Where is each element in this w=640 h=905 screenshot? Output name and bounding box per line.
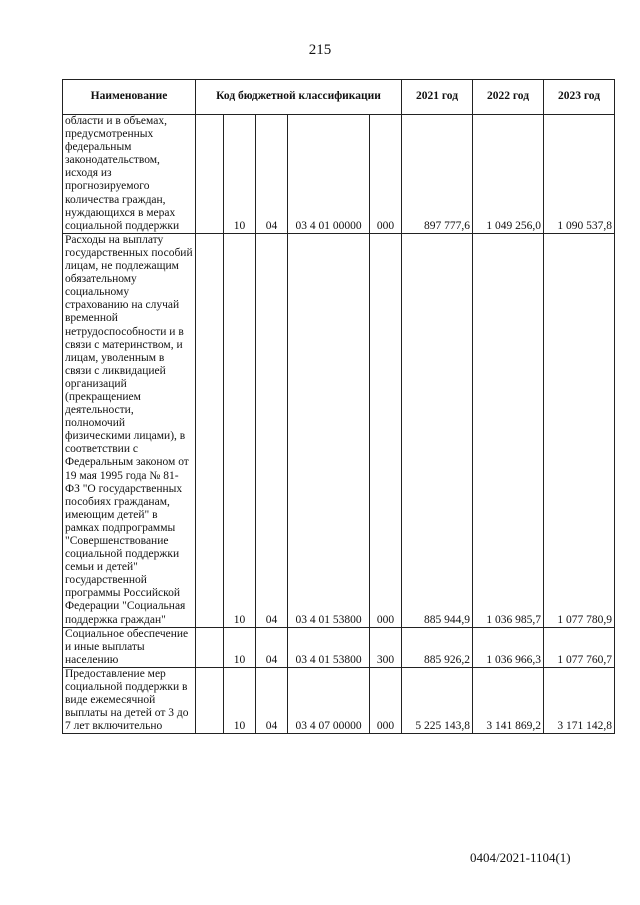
table-row <box>63 627 615 667</box>
value-2022: 3 141 869,2 <box>473 667 544 733</box>
code-target-article: 03 4 01 53800 <box>288 233 370 627</box>
code-section: 10 <box>224 627 256 667</box>
code-segment-1 <box>196 233 224 627</box>
value-2023: 1 090 537,8 <box>544 115 615 234</box>
code-subsection: 04 <box>256 667 288 733</box>
code-subsection: 04 <box>256 233 288 627</box>
value-2021: 885 944,9 <box>402 233 473 627</box>
header-2022: 2022 год <box>473 80 544 115</box>
budget-table <box>62 79 615 734</box>
value-2023: 1 077 760,7 <box>544 627 615 667</box>
code-segment-1 <box>196 115 224 234</box>
code-subsection: 04 <box>256 115 288 234</box>
code-expense-type: 000 <box>370 233 402 627</box>
code-expense-type: 000 <box>370 667 402 733</box>
value-2021: 885 926,2 <box>402 627 473 667</box>
row-name <box>63 627 196 667</box>
code-section: 10 <box>224 115 256 234</box>
document-id: 0404/2021-1104(1) <box>470 850 571 865</box>
code-expense-type: 300 <box>370 627 402 667</box>
header-code: Код бюджетной классификации <box>196 80 402 115</box>
header-name: Наименование <box>63 80 196 115</box>
page-number: 215 <box>308 42 332 58</box>
row-name-text: Предоставление мер социальной поддержки в виде ежемесячной выплаты на детей от 3 до 7 лет включительно <box>65 667 189 733</box>
table-row <box>63 233 615 627</box>
code-segment-1 <box>196 667 224 733</box>
value-2021: 5 225 143,8 <box>402 667 473 733</box>
row-name-text: Расходы на выплату государственных пособий лицам, не подлежащим обязательному социальному страхованию на случай временной нетрудоспособности и в связи с материнством, и лицам, уволенным в связи с ликвидацией организаций (прекращением деятельности, полномочий физическими лицами), в соответствии с Федеральным законом от 19 мая 1995 года № 81-ФЗ "О государственных пособиях гражданам, имеющим детей" в рамках подпрограммы "Совершенствование социальной поддержки семьи и детей" государственной программы Российской Федерации "Социальная поддержка граждан" <box>65 233 193 626</box>
value-2022: 1 049 256,0 <box>473 115 544 234</box>
row-name-text: области и в объемах, предусмотренных федеральным законодательством, исходя из прогнозируемого количества граждан, нуждающихся в мерах социальной поддержки <box>65 115 180 232</box>
value-2021: 897 777,6 <box>402 115 473 234</box>
value-2023: 1 077 780,9 <box>544 233 615 627</box>
header-2023: 2023 год <box>544 80 615 115</box>
code-target-article: 03 4 01 00000 <box>288 115 370 234</box>
code-section: 10 <box>224 667 256 733</box>
row-name <box>63 233 196 627</box>
code-subsection: 04 <box>256 627 288 667</box>
row-name <box>63 115 196 234</box>
table-header-row <box>63 80 615 115</box>
header-2021: 2021 год <box>402 80 473 115</box>
value-2023: 3 171 142,8 <box>544 667 615 733</box>
code-target-article: 03 4 07 00000 <box>288 667 370 733</box>
table-row <box>63 115 615 234</box>
value-2022: 1 036 966,3 <box>473 627 544 667</box>
code-segment-1 <box>196 627 224 667</box>
row-name <box>63 667 196 733</box>
code-expense-type: 000 <box>370 115 402 234</box>
code-target-article: 03 4 01 53800 <box>288 627 370 667</box>
value-2022: 1 036 985,7 <box>473 233 544 627</box>
row-name-text: Социальное обеспечение и иные выплаты населению <box>65 627 189 666</box>
code-section: 10 <box>224 233 256 627</box>
table-row <box>63 667 615 733</box>
